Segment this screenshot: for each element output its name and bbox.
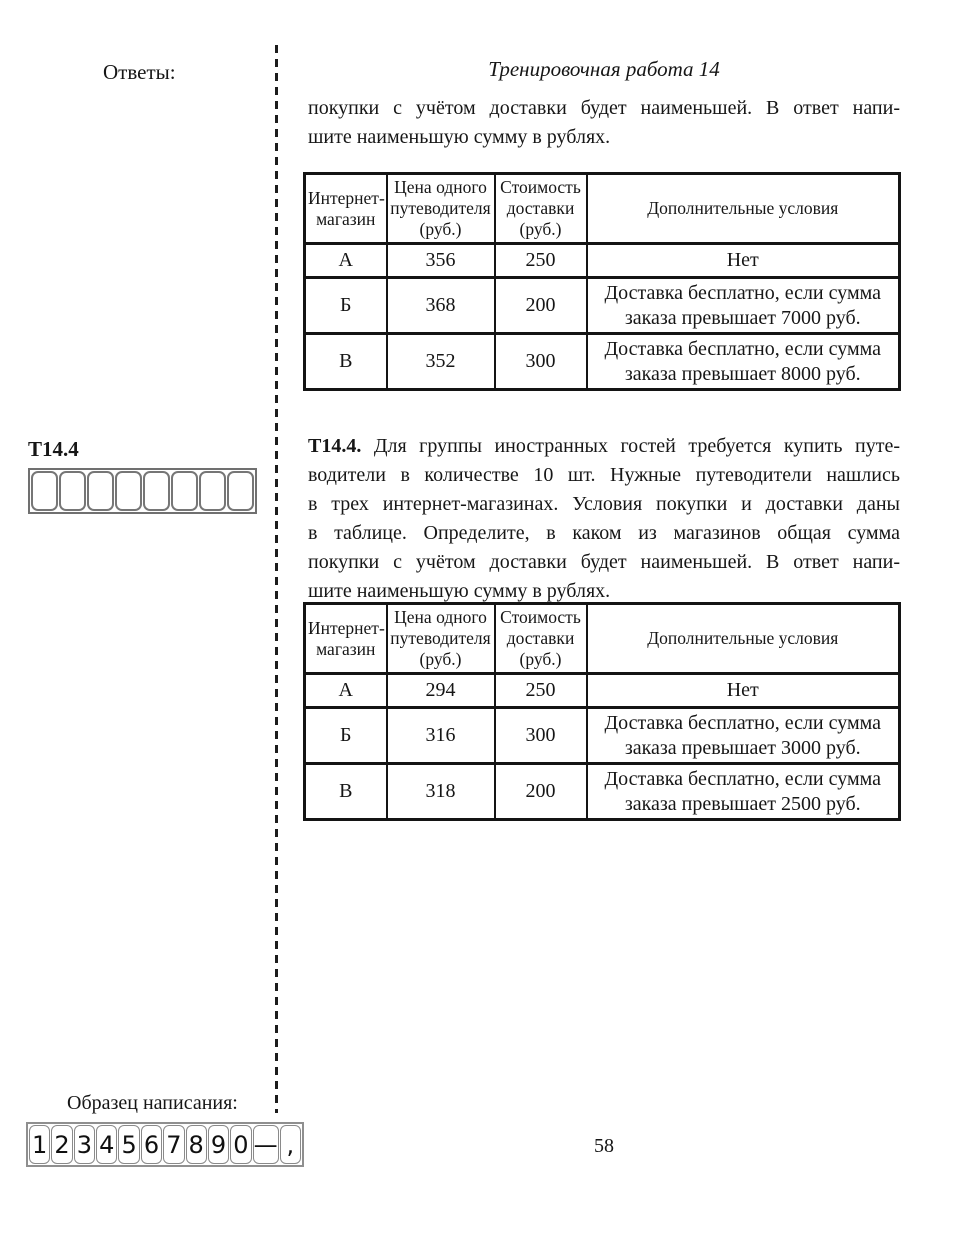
delivery-value: 300 (495, 708, 587, 764)
price-value: 368 (387, 278, 495, 334)
answer-cell (115, 471, 142, 511)
price-value: 294 (387, 674, 495, 708)
answer-cell (87, 471, 114, 511)
intro-paragraph (308, 94, 900, 152)
answer-grid (28, 468, 257, 514)
shops-table-2 (303, 602, 901, 821)
condition-text: Доставка бесплатно, если сумма заказа превышает 2500 руб. (587, 764, 900, 820)
table-row (305, 674, 900, 708)
sample-char: 1 (29, 1125, 50, 1164)
problem-line: шите наименьшую сумму в рублях. (308, 580, 611, 602)
problem-margin-label: Т14.4 (28, 437, 79, 461)
price-value: 352 (387, 334, 495, 390)
sample-char: 8 (186, 1125, 207, 1164)
shop-letter: А (305, 674, 387, 708)
delivery-value: 200 (495, 764, 587, 820)
condition-text: Нет (587, 674, 900, 708)
table-header-row (305, 604, 900, 674)
shop-letter: Б (305, 278, 387, 334)
condition-text: Доставка бесплатно, если сумма заказа превышает 3000 руб. (587, 708, 900, 764)
sample-char: 0 (230, 1125, 251, 1164)
column-header: Дополнительные условия (587, 174, 900, 244)
answer-cell (171, 471, 198, 511)
sample-char: 4 (96, 1125, 117, 1164)
problem-number: Т14.4. (308, 435, 362, 457)
answer-cell (199, 471, 226, 511)
sample-char: 9 (208, 1125, 229, 1164)
delivery-value: 300 (495, 334, 587, 390)
answer-cell (227, 471, 254, 511)
dashed-divider (275, 45, 278, 1113)
problem-line: покупки с учётом доставки будет наименьшей. В ответ напи- (308, 551, 900, 573)
problem-paragraph (308, 432, 900, 606)
column-header: Стоимость доставки (руб.) (495, 174, 587, 244)
sample-char: 2 (51, 1125, 72, 1164)
column-header: Цена одного путеводителя (руб.) (387, 174, 495, 244)
condition-text: Доставка бесплатно, если сумма заказа превышает 8000 руб. (587, 334, 900, 390)
problem-line: Т14.4. Для группы иностранных гостей требуется купить путе- (308, 435, 901, 457)
intro-line: покупки с учётом доставки будет наименьшей. В ответ напи- (308, 97, 900, 119)
table-row (305, 334, 900, 390)
problem-line: водители в количестве 10 шт. Нужные путеводители нашлись (308, 464, 900, 486)
table-row (305, 764, 900, 820)
delivery-value: 250 (495, 244, 587, 278)
sample-char: , (280, 1125, 301, 1164)
sample-char: 5 (118, 1125, 139, 1164)
column-header: Стоимость доставки (руб.) (495, 604, 587, 674)
column-header: Дополнительные условия (587, 604, 900, 674)
column-header: Цена одного путеводителя (руб.) (387, 604, 495, 674)
intro-line: шите наименьшую сумму в рублях. (308, 126, 611, 148)
shop-letter: В (305, 334, 387, 390)
column-header: Интернет-магазин (305, 604, 387, 674)
table-header-row (305, 174, 900, 244)
delivery-value: 250 (495, 674, 587, 708)
price-value: 316 (387, 708, 495, 764)
condition-text: Нет (587, 244, 900, 278)
problem-line: в таблице. Определите, в каком из магазинов общая сумма (308, 522, 900, 544)
condition-text: Доставка бесплатно, если сумма заказа превышает 7000 руб. (587, 278, 900, 334)
answers-label: Ответы: (103, 60, 176, 84)
table-row (305, 278, 900, 334)
sample-char: 7 (163, 1125, 184, 1164)
page-number: 58 (594, 1135, 614, 1157)
sample-char: — (253, 1125, 279, 1164)
page-header: Тренировочная работа 14 (488, 57, 720, 81)
shop-letter: Б (305, 708, 387, 764)
sample-digits-grid (26, 1122, 304, 1167)
answer-cell (59, 471, 86, 511)
sample-char: 6 (141, 1125, 162, 1164)
answer-cell (31, 471, 58, 511)
table-row (305, 244, 900, 278)
table-row (305, 708, 900, 764)
price-value: 318 (387, 764, 495, 820)
price-value: 356 (387, 244, 495, 278)
column-header: Интернет-магазин (305, 174, 387, 244)
delivery-value: 200 (495, 278, 587, 334)
shops-table-1 (303, 172, 901, 391)
shop-letter: В (305, 764, 387, 820)
sample-label: Образец написания: (67, 1092, 238, 1114)
answer-cell (143, 471, 170, 511)
shop-letter: А (305, 244, 387, 278)
problem-line: в трех интернет-магазинах. Условия покупки и доставки даны (308, 493, 900, 515)
sample-char: 3 (74, 1125, 95, 1164)
